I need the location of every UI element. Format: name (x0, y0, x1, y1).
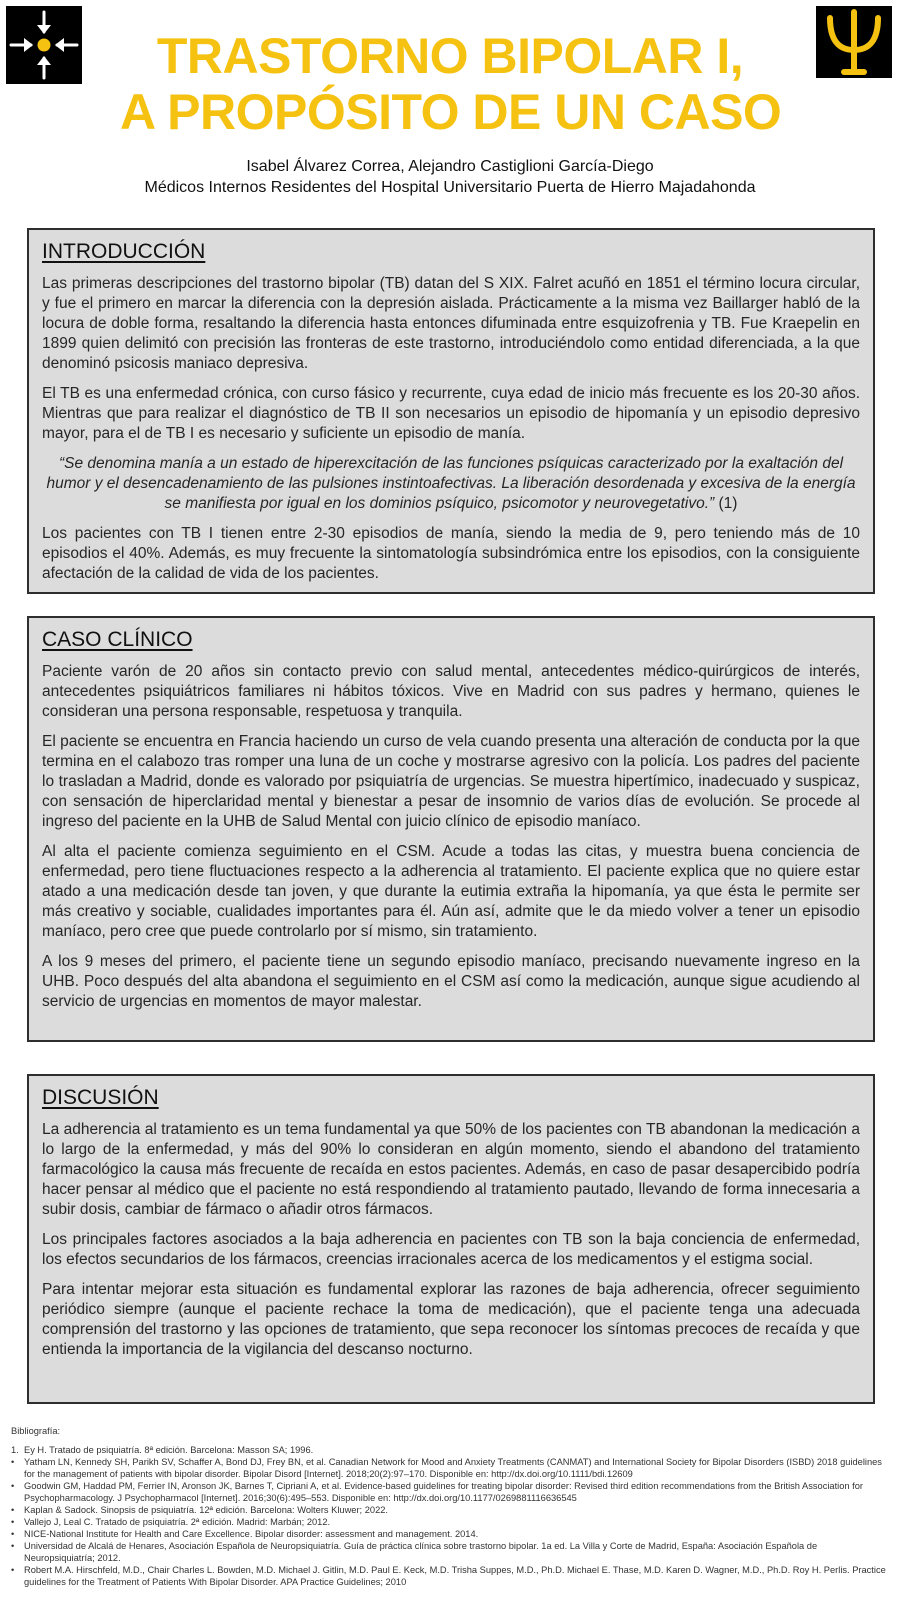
intro-quote (42, 454, 860, 514)
intro-panel (27, 228, 875, 594)
bibliography-item (11, 1528, 888, 1540)
bibliography-item (11, 1444, 888, 1456)
intro-paragraph: Los pacientes con TB I tienen entre 2-30 episodios de manía, siendo la media de 9, pero teniendo más de 10 episodios el 40%. Además, es muy frecuente la sintomatología subsindrómica entre los episodios, con la consiguiente afectación de la calidad de vida de los pacientes. (42, 525, 860, 582)
item-marker: • (11, 1529, 15, 1539)
intro-heading: INTRODUCCIÓN (42, 240, 206, 263)
bibliography-item (11, 1480, 888, 1504)
item-marker: • (11, 1457, 15, 1467)
item-marker: • (11, 1481, 15, 1491)
poster-title (120, 28, 780, 140)
item-text: Universidad de Alcalá de Henares, Asociación Española de Neuropsiquiatría. Guía de práctica clínica sobre trastorno bipolar. 1a ed. La Villa y Corte de Madrid, España: Asociación Española de Neuropsiquiatría; 2012. (24, 1541, 818, 1563)
right-logo (816, 6, 892, 78)
intro-paragraph: Las primeras descripciones del trastorno bipolar (TB) datan del S XIX. Falret acuñó en 1851 el término locura circular, y fue el primero en marcar la diferencia con la depresión aislada. Prácticamente a la misma vez Baillarger habló de la locura de doble forma, resaltando la diferencia hasta entonces difuminada entre esquizofrenia y TB. Fue Kraepelin en 1899 quien delimitó con precisión las fronteras de este trastorno, introduciéndolo como entidad diferenciada, a la que denominó psicosis maniaco depresiva. (42, 275, 860, 372)
bibliography-item (11, 1564, 888, 1588)
discussion-heading: DISCUSIÓN (42, 1086, 159, 1109)
discussion-paragraph: La adherencia al tratamiento es un tema fundamental ya que 50% de los pacientes con TB abandonan la medicación a lo largo de la enfermedad, y más del 90% lo consideran en algún momento, siendo el abandono del tratamiento farmacológico la causa más frecuente de recaída en estos pacientes. Además, en caso de pasar desapercibido podría hacer pensar al médico que el paciente no está respondiendo al tratamiento pautado, llevando de forma innecesaria a subir dosis, cambiar de fármaco o añadir otros fármacos. (42, 1121, 860, 1218)
item-marker: • (11, 1517, 15, 1527)
case-paragraph: Paciente varón de 20 años sin contacto previo con salud mental, antecedentes médico-quirúrgicos de interés, antecedentes psiquiátricos familiares ni hábitos tóxicos. Vive en Madrid con sus padres y hermano, quienes le consideran una persona responsable, respetuosa y tranquila. (42, 663, 860, 720)
discussion-paragraph: Los principales factores asociados a la baja adherencia en pacientes con TB son la baja conciencia de enfermedad, los efectos secundarios de los fármacos, creencias irracionales acerca de los medicamentos y el estigma social. (42, 1231, 860, 1268)
bibliography-item (11, 1456, 888, 1480)
arrows-to-center-icon (6, 6, 82, 84)
title-line-1: TRASTORNO BIPOLAR I, (156, 28, 744, 84)
case-heading: CASO CLÍNICO (42, 628, 193, 651)
bibliography-heading: Bibliografía: (11, 1426, 61, 1436)
item-marker: • (11, 1541, 15, 1551)
item-marker: • (11, 1565, 15, 1575)
psi-symbol-icon (816, 6, 892, 78)
case-paragraph: Al alta el paciente comienza seguimiento en el CSM. Acude a todas las citas, y muestra buena conciencia de enfermedad, pero tiene fluctuaciones respecto a la adherencia al tratamiento. El paciente explica que no quiere estar atado a una medicación desde tan joven, y que durante la eutimia extraña la hipomanía, ya que ésta le permite ser más creativo y sociable, cualidades importantes para él. Aún así, admite que le da miedo volver a tener un episodio maníaco, pero cree que puede controlarlo por sí mismo, sin tratamiento. (42, 843, 860, 940)
discussion-panel (27, 1074, 875, 1404)
item-text: Vallejo J, Leal C. Tratado de psiquiatría. 2ª edición. Madrid: Marbán; 2012. (24, 1517, 331, 1527)
authors: Isabel Álvarez Correa, Alejandro Castiglioni García-Diego (246, 158, 654, 175)
authors-block (40, 156, 860, 198)
item-text: Kaplan & Sadock. Sinopsis de psiquiatría. 12ª edición. Barcelona: Wolters Kluwer; 2022. (24, 1505, 388, 1515)
left-logo (6, 6, 82, 84)
item-marker: • (11, 1505, 15, 1515)
quote-text: “Se denomina manía a un estado de hiperexcitación de las funciones psíquicas caracterizado por la exaltación del humor y el desencadenamiento de las pulsiones instintoafectivas. La liberación desordenada y excesiva de la energía se manifiesta por igual en los dominios psíquico, psicomotor y neurovegetativo.” (46, 455, 856, 512)
item-text: Goodwin GM, Haddad PM, Ferrier IN, Aronson JK, Barnes T, Cipriani A, et al. Evidence-based guidelines for treating bipolar disorder: Revised third edition recommendations from the British Association for Psychopharmacology. J Psychopharmacol [Internet]. 2016;30(6):495–553. Disponible en: http://dx.doi.org/10.1177/0269881116636545 (24, 1481, 864, 1503)
case-paragraph: El paciente se encuentra en Francia haciendo un curso de vela cuando presenta una alteración de conducta por la que termina en el calabozo tras romper una luna de un coche y mostrarse agresivo con la policía. Los padres del paciente lo trasladan a Madrid, donde es valorado por psiquiatría de urgencias. Se muestra hipertímico, inadecuado y suspicaz, con sensación de hiperclaridad mental y bienestar a pesar de insomnio de varios días de evolución. Se procede al ingreso del paciente en la UHB de Salud Mental con juicio clínico de episodio maníaco. (42, 733, 860, 830)
bibliography-item (11, 1540, 888, 1564)
bibliography-item (11, 1504, 888, 1516)
item-text: NICE-National Institute for Health and Care Excellence. Bipolar disorder: assessment and management. 2014. (24, 1529, 479, 1539)
item-marker: 1. (11, 1445, 19, 1455)
title-line-2: A PROPÓSITO DE UN CASO (120, 84, 782, 140)
bibliography-list (11, 1444, 888, 1588)
intro-paragraph: El TB es una enfermedad crónica, con curso fásico y recurrente, cuya edad de inicio más frecuente es los 20-30 años. Mientras que para realizar el diagnóstico de TB II son necesarios un episodio de hipomanía y un episodio depresivo mayor, para el de TB I es necesario y suficiente un episodio de manía. (42, 385, 860, 442)
bibliography-item (11, 1516, 888, 1528)
affiliation: Médicos Internos Residentes del Hospital Universitario Puerta de Hierro Majadahonda (144, 179, 756, 196)
case-panel (27, 616, 875, 1042)
item-text: Robert M.A. Hirschfeld, M.D., Chair Charles L. Bowden, M.D. Michael J. Gitlin, M.D. Paul E. Keck, M.D. Trisha Suppes, M.D., Ph.D. Michael E. Thase, M.D. Karen D. Wagner, M.D., Ph.D. Roy H. Perlis. Practice guidelines for the Treatment of Patients With Bipolar Disorder. APA Practice Guidelines; 2010 (24, 1565, 886, 1587)
item-text: Ey H. Tratado de psiquiatría. 8ª edición. Barcelona: Masson SA; 1996. (24, 1445, 314, 1455)
quote-reference: (1) (718, 495, 738, 512)
case-paragraph: A los 9 meses del primero, el paciente tiene un segundo episodio maníaco, precisando nuevamente ingreso en la UHB. Poco después del alta abandona el seguimiento en el CSM así como la medicación, aunque sigue acudiendo al servicio de urgencias en momentos de mayor malestar. (42, 953, 860, 1010)
discussion-paragraph: Para intentar mejorar esta situación es fundamental explorar las razones de baja adherencia, ofrecer seguimiento periódico siempre (aunque el paciente rechace la toma de medicación), que el paciente tenga una adecuada comprensión del trastorno y las opciones de tratamiento, que sepa reconocer los síntomas precoces de recaída y que entienda la importancia de la vigilancia del descanso nocturno. (42, 1281, 860, 1358)
item-text: Yatham LN, Kennedy SH, Parikh SV, Schaffer A, Bond DJ, Frey BN, et al. Canadian Network for Mood and Anxiety Treatments (CANMAT) and International Society for Bipolar Disorders (ISBD) 2018 guidelines for the management of patients with bipolar disorder. Bipolar Disord [Internet]. 2018;20(2):97–170. Disponible en: http://dx.doi.org/10.1111/bdi.12609 (24, 1457, 882, 1479)
bibliography (11, 1425, 888, 1588)
